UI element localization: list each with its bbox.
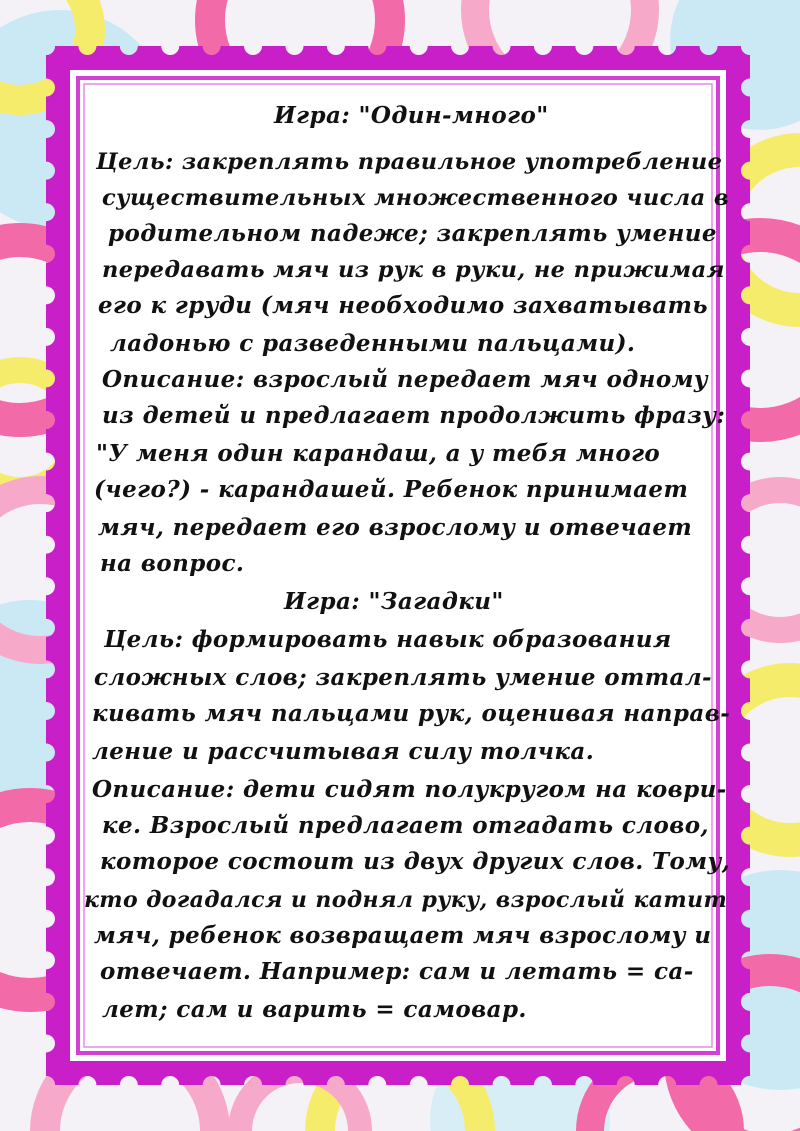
text-line: кивать мяч пальцами рук, оценивая направ- [92, 700, 731, 727]
text-line: которое состоит из двух других слов. Тому, [100, 848, 731, 875]
text-line: ке. Взрослый предлагает отгадать слово, [102, 812, 709, 839]
text-line: Цель: формировать навык образования [104, 626, 672, 653]
text-line: его к груди (мяч необходимо захватывать [98, 292, 708, 319]
text-line: на вопрос. [100, 550, 245, 577]
text-line: передавать мяч из рук в руки, не прижимая [102, 257, 725, 283]
text-line: ление и рассчитывая силу толчка. [92, 738, 595, 765]
text-line: ладонью с разведенными пальцами). [110, 330, 636, 357]
text-line: лет; сам и варить = самовар. [102, 996, 527, 1023]
text-line: Описание: дети сидят полукругом на коври- [92, 776, 727, 803]
game-title: Игра: "Один-много" [274, 102, 549, 129]
text-line: родительном падеже; закреплять умение [108, 220, 717, 247]
text-line: Описание: взрослый передает мяч одному [102, 366, 709, 393]
document-text [84, 96, 734, 1056]
text-line: существительных множественного числа в [102, 185, 730, 211]
text-line: "У меня один карандаш, а у тебя много [96, 440, 661, 467]
game-title: Игра: "Загадки" [284, 588, 504, 615]
text-line: Цель: закреплять правильное употребление [96, 149, 723, 175]
text-line: мяч, передает его взрослому и отвечает [98, 514, 693, 541]
text-line: отвечает. Например: сам и летать = са- [100, 958, 694, 985]
text-line: из детей и предлагает продолжить фразу: [102, 402, 726, 429]
text-line: мяч, ребенок возвращает мяч взрослому и [94, 922, 712, 949]
text-line: кто догадался и поднял руку, взрослый катит [84, 887, 728, 913]
text-line: сложных слов; закреплять умение оттал- [94, 664, 713, 691]
text-line: (чего?) - карандашей. Ребенок принимает [94, 476, 689, 503]
